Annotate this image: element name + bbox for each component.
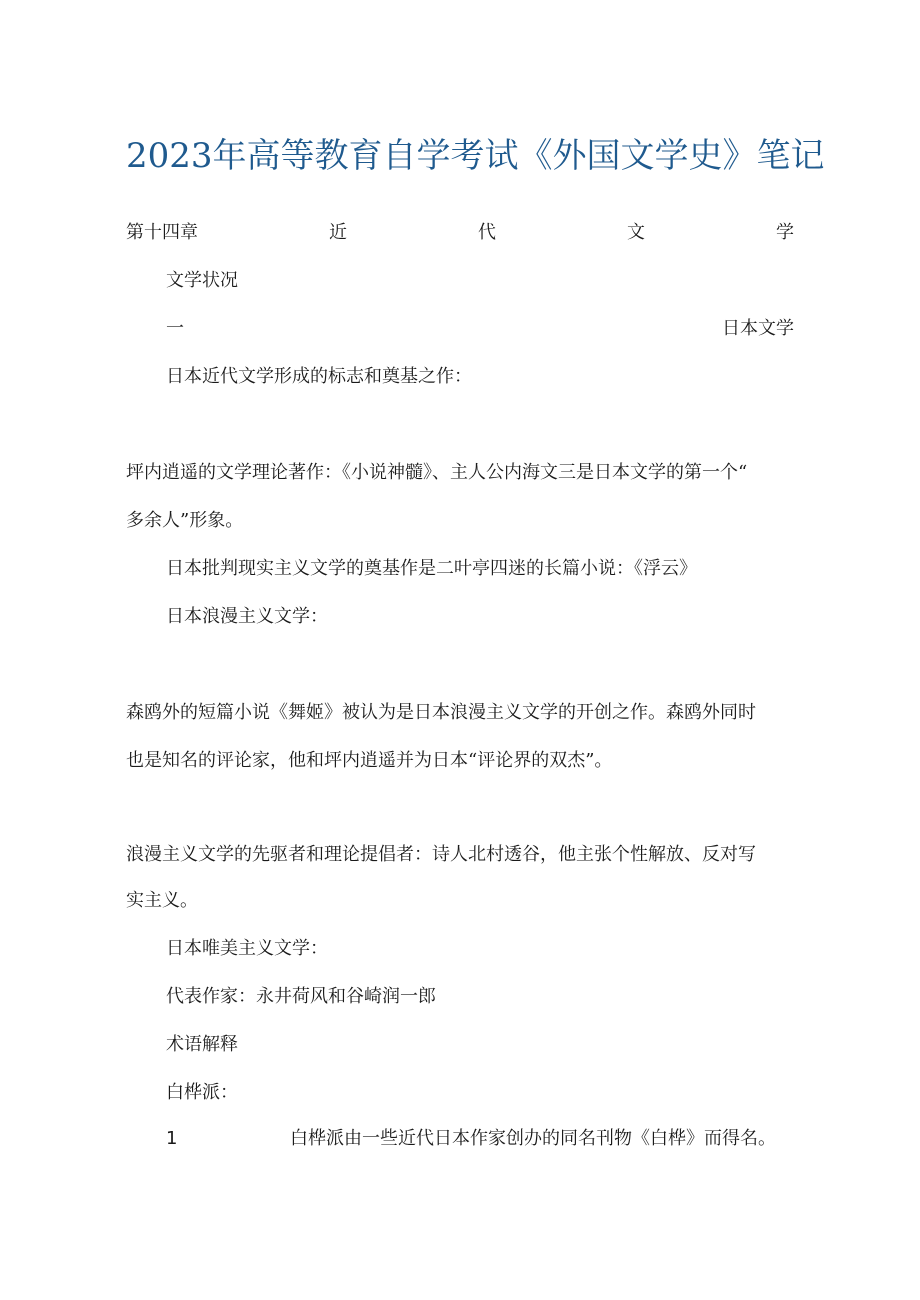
paragraph: 日本批判现实主义文学的奠基作是二叶亭四迷的长篇小说：《浮云》	[166, 558, 697, 579]
paragraph: 森鸥外的短篇小说《舞姬》被认为是日本浪漫主义文学的开创之作。森鸥外同时	[126, 702, 756, 723]
paragraph: 日本唯美主义文学：	[166, 938, 328, 959]
chapter-heading-part: 代	[478, 222, 496, 243]
chapter-heading-part: 学	[776, 222, 794, 243]
item-text: 白桦派由一些近代日本作家创办的同名刊物《白桦》而得名。	[290, 1128, 776, 1149]
item-number: 1	[166, 1128, 178, 1149]
chapter-heading-part: 文	[627, 222, 645, 243]
subsection-number: 一	[166, 318, 184, 339]
paragraph: 浪漫主义文学的先驱者和理论提倡者：诗人北村透谷，他主张个性解放、反对写	[126, 844, 756, 865]
paragraph: 日本近代文学形成的标志和奠基之作：	[166, 366, 472, 387]
paragraph: 多余人”形象。	[126, 510, 244, 531]
paragraph: 代表作家：永井荷风和谷崎润一郎	[166, 986, 436, 1007]
paragraph: 白桦派：	[166, 1082, 238, 1103]
chapter-heading-part: 近	[329, 222, 347, 243]
chapter-heading	[126, 220, 794, 246]
paragraph: 术语解释	[166, 1034, 238, 1055]
section-heading: 文学状况	[166, 270, 238, 291]
chapter-heading-part: 第十四章	[126, 222, 198, 243]
paragraph: 也是知名的评论家，他和坪内逍遥并为日本“评论界的双杰”。	[126, 750, 613, 771]
paragraph: 日本浪漫主义文学：	[166, 606, 328, 627]
paragraph: 实主义。	[126, 890, 198, 911]
paragraph: 坪内逍遥的文学理论著作：《小说神髓》、主人公内海文三是日本文学的第一个“	[126, 462, 748, 483]
subsection-heading	[166, 316, 794, 342]
subsection-label: 日本文学	[722, 318, 794, 339]
document-title: 2023年高等教育自学考试《外国文学史》笔记	[126, 136, 825, 176]
